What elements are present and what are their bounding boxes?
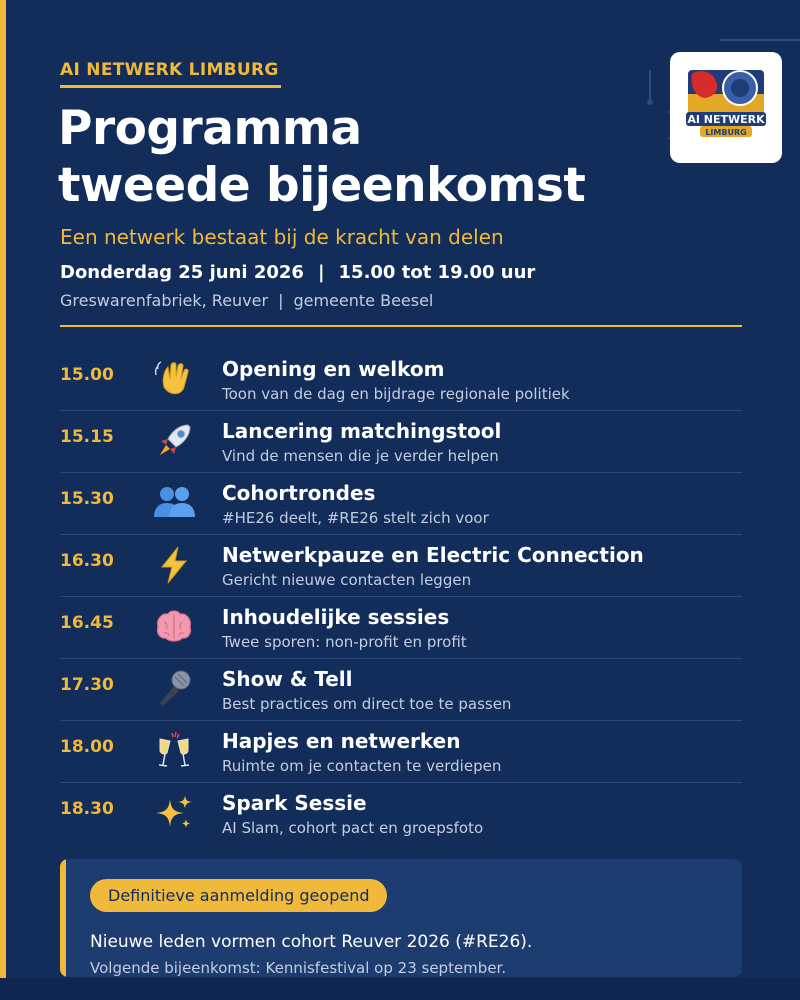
schedule-row [60,783,742,845]
schedule-title: Netwerkpauze en Electric Connection [222,543,644,567]
schedule-subtitle: Best practices om direct toe te passen [222,695,512,713]
lightning-icon [152,543,196,587]
page-title-line-2: tweede bijeenkomst [58,158,586,213]
schedule-time: 15.15 [60,427,114,447]
schedule-subtitle: AI Slam, cohort pact en groepsfoto [222,819,484,837]
location-separator: | [278,291,284,310]
schedule-subtitle: Toon van de dag en bijdrage regionale politiek [222,385,570,403]
event-venue: Greswarenfabriek, Reuver [60,291,269,310]
schedule-subtitle: Ruimte om je contacten te verdiepen [222,757,502,775]
rocket-icon [152,419,196,463]
schedule-time: 17.30 [60,675,114,695]
schedule-time: 15.00 [60,365,114,385]
event-date: Donderdag 25 juni 2026 [60,262,304,283]
accent-bar-left [0,0,6,1000]
logo-wordmark-top: AI NETWERK [687,113,765,126]
event-time: 15.00 tot 19.00 uur [338,262,536,283]
schedule-title: Hapjes en netwerken [222,729,461,753]
schedule-subtitle: #HE26 deelt, #RE26 stelt zich voor [222,509,489,527]
bottom-strip [0,978,800,1000]
header-divider [60,325,742,327]
logo-card [670,52,782,163]
schedule-subtitle: Twee sporen: non-profit en profit [222,633,467,651]
callout-text: Nieuwe leden vormen cohort Reuver 2026 (#RE26). [90,932,533,952]
schedule-row [60,473,742,535]
registration-badge: Definitieve aanmelding geopend [90,879,387,912]
schedule-subtitle: Gericht nieuwe contacten leggen [222,571,472,589]
schedule-row [60,659,742,721]
schedule-time: 18.00 [60,737,114,757]
sparkles-icon [152,791,196,835]
brand-label: AI NETWERK LIMBURG [60,60,279,80]
schedule-subtitle: Vind de mensen die je verder helpen [222,447,499,465]
schedule-row [60,721,742,783]
callout-next-event: Volgende bijeenkomst: Kennisfestival op 23 september. [90,959,507,977]
microphone-icon [152,667,196,711]
schedule-time: 16.30 [60,551,114,571]
schedule-row [60,349,742,411]
schedule-time: 18.30 [60,799,114,819]
event-location [60,291,433,310]
callout-accent-bar [60,859,66,977]
schedule-time: 15.30 [60,489,114,509]
ai-netwerk-limburg-logo [670,52,782,163]
schedule-title: Opening en welkom [222,357,445,381]
schedule-row [60,411,742,473]
schedule-list [60,349,742,845]
schedule-time: 16.45 [60,613,114,633]
schedule-title: Spark Sessie [222,791,367,815]
waving-hand-icon [152,357,196,401]
schedule-title: Lancering matchingstool [222,419,502,443]
schedule-title: Show & Tell [222,667,353,691]
tagline: Een netwerk bestaat bij de kracht van delen [60,225,504,249]
schedule-row [60,535,742,597]
schedule-row [60,597,742,659]
logo-wordmark-bottom: LIMBURG [705,128,747,137]
brand-underline [60,85,281,88]
event-municipality: gemeente Beesel [293,291,434,310]
brain-icon [152,605,196,649]
people-icon [152,481,196,525]
datetime-separator: | [317,262,325,283]
page-title [58,100,585,214]
champagne-glasses-icon [152,729,196,773]
registration-callout [60,859,742,977]
schedule-title: Inhoudelijke sessies [222,605,450,629]
event-datetime [60,262,535,283]
page-title-line-1: Programma [58,101,362,156]
schedule-title: Cohortrondes [222,481,376,505]
